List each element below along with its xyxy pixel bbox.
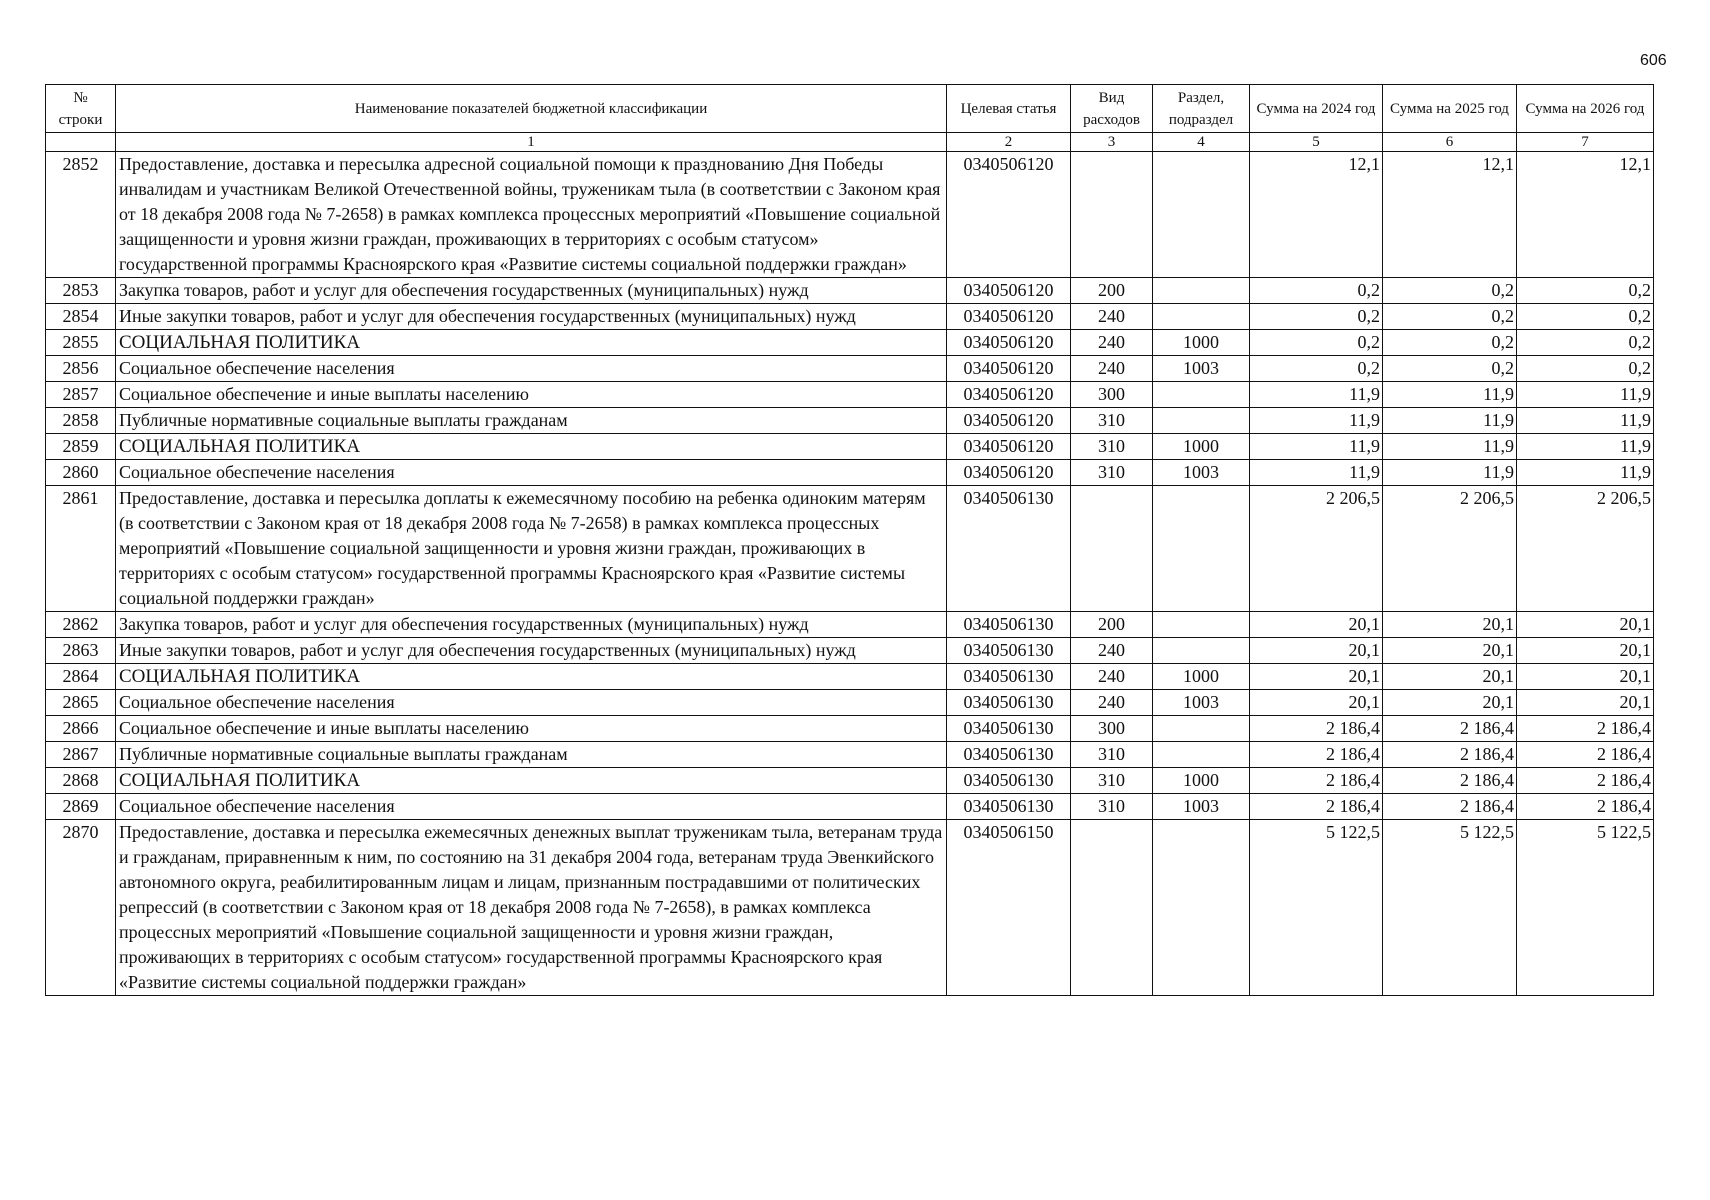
header-sum-2024: Сумма на 2024 год [1250,85,1383,133]
row-sum-2024: 0,2 [1250,278,1383,304]
column-index-row [46,133,1654,152]
row-sum-2026: 0,2 [1517,330,1654,356]
row-expense-kind: 200 [1071,612,1153,638]
row-name: Закупка товаров, работ и услуг для обеспечения государственных (муниципальных) нужд [116,278,947,304]
index-cell: 7 [1517,133,1654,152]
row-name: Закупка товаров, работ и услуг для обеспечения государственных (муниципальных) нужд [116,612,947,638]
row-sum-2025: 5 122,5 [1383,820,1517,996]
row-sum-2025: 20,1 [1383,690,1517,716]
row-sum-2026: 0,2 [1517,278,1654,304]
header-name: Наименование показателей бюджетной классификации [116,85,947,133]
row-sum-2026: 11,9 [1517,434,1654,460]
row-section-code [1153,742,1250,768]
table-body [46,152,1654,996]
row-section-code: 1000 [1153,434,1250,460]
row-name: Социальное обеспечение и иные выплаты населению [116,382,947,408]
budget-table [45,84,1654,996]
row-sum-2024: 20,1 [1250,612,1383,638]
row-number: 2869 [46,794,116,820]
row-name: Публичные нормативные социальные выплаты гражданам [116,742,947,768]
row-sum-2025: 2 206,5 [1383,486,1517,612]
row-target-code: 0340506130 [947,486,1071,612]
row-name: Публичные нормативные социальные выплаты гражданам [116,408,947,434]
index-cell: 5 [1250,133,1383,152]
row-expense-kind: 310 [1071,794,1153,820]
row-name: СОЦИАЛЬНАЯ ПОЛИТИКА [116,330,947,356]
row-sum-2025: 11,9 [1383,382,1517,408]
row-expense-kind: 240 [1071,304,1153,330]
row-sum-2024: 20,1 [1250,690,1383,716]
row-sum-2026: 12,1 [1517,152,1654,278]
row-sum-2024: 0,2 [1250,356,1383,382]
row-number: 2861 [46,486,116,612]
row-sum-2024: 11,9 [1250,460,1383,486]
header-row-no: № строки [46,85,116,133]
table-row [46,486,1654,612]
row-target-code: 0340506120 [947,460,1071,486]
row-name: Социальное обеспечение и иные выплаты населению [116,716,947,742]
row-target-code: 0340506120 [947,356,1071,382]
row-sum-2025: 0,2 [1383,304,1517,330]
table-row [46,612,1654,638]
row-section-code: 1003 [1153,794,1250,820]
row-sum-2026: 11,9 [1517,408,1654,434]
row-target-code: 0340506130 [947,768,1071,794]
row-sum-2025: 11,9 [1383,434,1517,460]
row-number: 2854 [46,304,116,330]
header-row [46,85,1654,133]
row-sum-2026: 20,1 [1517,664,1654,690]
row-sum-2025: 2 186,4 [1383,794,1517,820]
row-sum-2024: 2 206,5 [1250,486,1383,612]
table-row [46,768,1654,794]
row-sum-2026: 11,9 [1517,460,1654,486]
row-sum-2024: 11,9 [1250,434,1383,460]
header-sum-2025: Сумма на 2025 год [1383,85,1517,133]
row-section-code [1153,638,1250,664]
row-expense-kind: 240 [1071,638,1153,664]
row-section-code: 1003 [1153,460,1250,486]
row-sum-2025: 20,1 [1383,638,1517,664]
table-row [46,820,1654,996]
header-sum-2026: Сумма на 2026 год [1517,85,1654,133]
row-sum-2024: 0,2 [1250,304,1383,330]
index-cell: 1 [116,133,947,152]
row-expense-kind [1071,820,1153,996]
row-sum-2026: 2 186,4 [1517,742,1654,768]
table-row [46,356,1654,382]
row-sum-2025: 2 186,4 [1383,742,1517,768]
row-target-code: 0340506120 [947,304,1071,330]
row-sum-2026: 20,1 [1517,690,1654,716]
table-row [46,460,1654,486]
row-target-code: 0340506150 [947,820,1071,996]
table-row [46,278,1654,304]
row-number: 2859 [46,434,116,460]
row-name: СОЦИАЛЬНАЯ ПОЛИТИКА [116,768,947,794]
row-section-code: 1000 [1153,330,1250,356]
row-expense-kind: 310 [1071,408,1153,434]
row-name: Социальное обеспечение населения [116,460,947,486]
header-section: Раздел, подраздел [1153,85,1250,133]
row-sum-2024: 2 186,4 [1250,742,1383,768]
row-target-code: 0340506120 [947,330,1071,356]
row-sum-2026: 0,2 [1517,304,1654,330]
row-sum-2025: 2 186,4 [1383,768,1517,794]
row-name: Предоставление, доставка и пересылка ежемесячных денежных выплат труженикам тыла, ветеранам труда и гражданам, приравненным к ним, по состоянию на 31 декабря 2004 года, ветеранам труда Эвенкийского автономного округа, реабилитированным лицам и лицам, признанным пострадавшими от политических репрессий (в соответствии с Законом края от 18 декабря 2008 года № 7-2658), в рамках комплекса процессных мероприятий «Повышение социальной защищенности и уровня жизни граждан, проживающих в территориях с особым статусом» государственной программы Красноярского края «Развитие системы социальной поддержки граждан» [116,820,947,996]
row-sum-2026: 2 186,4 [1517,768,1654,794]
row-target-code: 0340506130 [947,794,1071,820]
row-number: 2868 [46,768,116,794]
row-sum-2026: 20,1 [1517,612,1654,638]
row-target-code: 0340506120 [947,408,1071,434]
row-sum-2024: 2 186,4 [1250,794,1383,820]
row-sum-2025: 0,2 [1383,356,1517,382]
row-section-code [1153,820,1250,996]
row-target-code: 0340506130 [947,716,1071,742]
row-sum-2024: 0,2 [1250,330,1383,356]
row-section-code [1153,152,1250,278]
row-sum-2025: 0,2 [1383,278,1517,304]
table-row [46,434,1654,460]
table-row [46,330,1654,356]
table-row [46,408,1654,434]
row-section-code: 1000 [1153,664,1250,690]
row-sum-2025: 2 186,4 [1383,716,1517,742]
row-sum-2025: 20,1 [1383,664,1517,690]
row-target-code: 0340506120 [947,434,1071,460]
table-row [46,304,1654,330]
row-number: 2860 [46,460,116,486]
row-expense-kind: 240 [1071,330,1153,356]
row-sum-2025: 20,1 [1383,612,1517,638]
row-sum-2026: 0,2 [1517,356,1654,382]
row-sum-2026: 2 186,4 [1517,794,1654,820]
table-row [46,742,1654,768]
row-name: Предоставление, доставка и пересылка доплаты к ежемесячному пособию на ребенка одиноким матерям (в соответствии с Законом края от 18 декабря 2008 года № 7-2658) в рамках комплекса процессных мероприятий «Повышение социальной защищенности и уровня жизни граждан, проживающих в территориях с особым статусом» государственной программы Красноярского края «Развитие системы социальной поддержки граждан» [116,486,947,612]
row-sum-2024: 20,1 [1250,664,1383,690]
row-expense-kind: 310 [1071,434,1153,460]
row-target-code: 0340506130 [947,690,1071,716]
row-section-code: 1000 [1153,768,1250,794]
row-section-code [1153,408,1250,434]
row-section-code [1153,382,1250,408]
row-sum-2024: 2 186,4 [1250,716,1383,742]
row-name: Предоставление, доставка и пересылка адресной социальной помощи к празднованию Дня Победы инвалидам и участникам Великой Отечественной войны, труженикам тыла (в соответствии с Законом края от 18 декабря 2008 года № 7-2658) в рамках комплекса процессных мероприятий «Повышение социальной защищенности и уровня жизни граждан, проживающих в территориях с особым статусом» государственной программы Красноярского края «Развитие системы социальной поддержки граждан» [116,152,947,278]
row-expense-kind: 310 [1071,768,1153,794]
row-name: Социальное обеспечение населения [116,356,947,382]
row-sum-2025: 12,1 [1383,152,1517,278]
row-name: Социальное обеспечение населения [116,690,947,716]
row-sum-2026: 5 122,5 [1517,820,1654,996]
row-section-code [1153,304,1250,330]
row-section-code [1153,278,1250,304]
row-number: 2862 [46,612,116,638]
table-row [46,716,1654,742]
row-name: Социальное обеспечение населения [116,794,947,820]
row-section-code [1153,612,1250,638]
row-name: Иные закупки товаров, работ и услуг для обеспечения государственных (муниципальных) нужд [116,638,947,664]
page-number: 606 [1640,52,1667,69]
row-target-code: 0340506120 [947,382,1071,408]
row-number: 2864 [46,664,116,690]
row-name: СОЦИАЛЬНАЯ ПОЛИТИКА [116,664,947,690]
row-expense-kind: 240 [1071,356,1153,382]
row-sum-2024: 2 186,4 [1250,768,1383,794]
row-sum-2026: 2 186,4 [1517,716,1654,742]
index-cell: 3 [1071,133,1153,152]
row-expense-kind: 240 [1071,690,1153,716]
row-sum-2024: 20,1 [1250,638,1383,664]
row-expense-kind: 310 [1071,460,1153,486]
row-name: СОЦИАЛЬНАЯ ПОЛИТИКА [116,434,947,460]
index-cell: 2 [947,133,1071,152]
row-expense-kind: 200 [1071,278,1153,304]
row-number: 2858 [46,408,116,434]
row-section-code [1153,716,1250,742]
row-target-code: 0340506120 [947,152,1071,278]
row-sum-2026: 20,1 [1517,638,1654,664]
row-number: 2857 [46,382,116,408]
row-number: 2866 [46,716,116,742]
row-name: Иные закупки товаров, работ и услуг для обеспечения государственных (муниципальных) нужд [116,304,947,330]
table-row [46,794,1654,820]
index-cell [46,133,116,152]
table-row [46,638,1654,664]
table-row [46,690,1654,716]
row-number: 2863 [46,638,116,664]
row-sum-2024: 12,1 [1250,152,1383,278]
row-target-code: 0340506130 [947,742,1071,768]
header-target: Целевая статья [947,85,1071,133]
row-target-code: 0340506130 [947,638,1071,664]
row-sum-2025: 11,9 [1383,408,1517,434]
index-cell: 6 [1383,133,1517,152]
row-number: 2855 [46,330,116,356]
row-number: 2867 [46,742,116,768]
row-number: 2865 [46,690,116,716]
table-row [46,382,1654,408]
row-expense-kind [1071,152,1153,278]
row-sum-2024: 11,9 [1250,408,1383,434]
row-sum-2025: 11,9 [1383,460,1517,486]
row-expense-kind: 240 [1071,664,1153,690]
row-sum-2024: 5 122,5 [1250,820,1383,996]
row-section-code [1153,486,1250,612]
row-target-code: 0340506130 [947,612,1071,638]
row-sum-2025: 0,2 [1383,330,1517,356]
row-number: 2853 [46,278,116,304]
row-sum-2024: 11,9 [1250,382,1383,408]
row-expense-kind: 300 [1071,382,1153,408]
row-expense-kind [1071,486,1153,612]
row-section-code: 1003 [1153,690,1250,716]
row-number: 2856 [46,356,116,382]
table-row [46,152,1654,278]
header-kind: Вид расходов [1071,85,1153,133]
row-target-code: 0340506120 [947,278,1071,304]
row-target-code: 0340506130 [947,664,1071,690]
row-expense-kind: 310 [1071,742,1153,768]
row-expense-kind: 300 [1071,716,1153,742]
row-number: 2852 [46,152,116,278]
row-sum-2026: 2 206,5 [1517,486,1654,612]
row-section-code: 1003 [1153,356,1250,382]
table-row [46,664,1654,690]
row-sum-2026: 11,9 [1517,382,1654,408]
row-number: 2870 [46,820,116,996]
index-cell: 4 [1153,133,1250,152]
